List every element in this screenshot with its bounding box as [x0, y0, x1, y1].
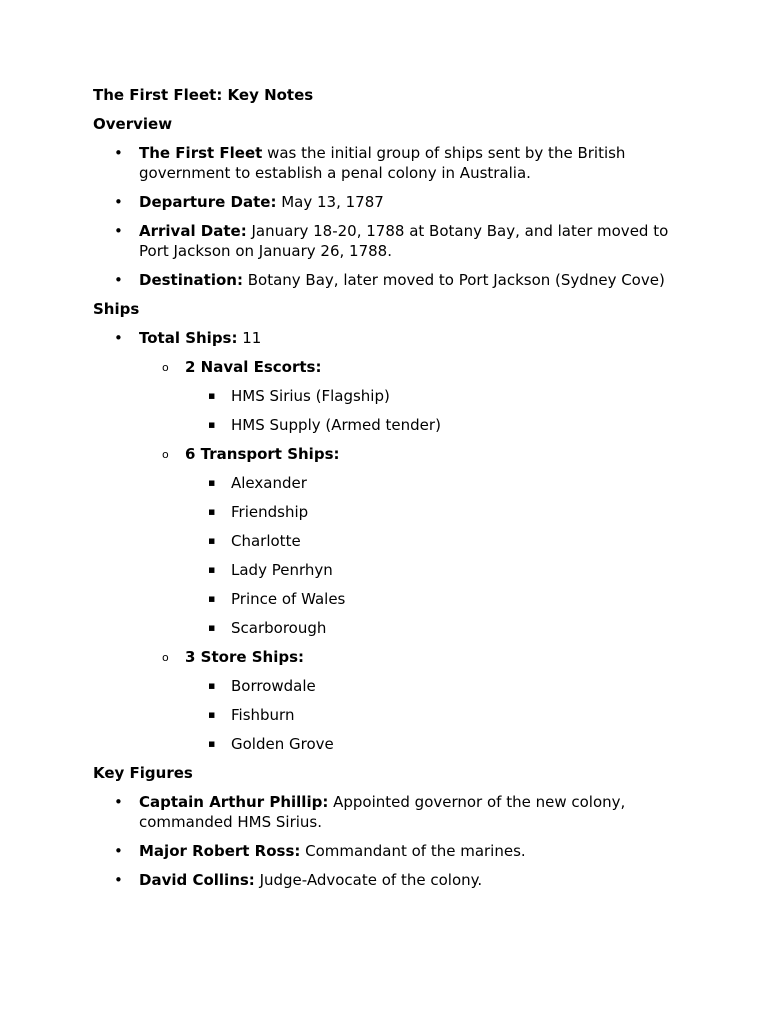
list-item — [93, 792, 678, 832]
item-term: Departure Date: — [139, 193, 277, 211]
bullet-circle-icon — [162, 445, 169, 465]
ship-name-text: Borrowdale — [231, 677, 316, 695]
ship-name — [185, 560, 678, 580]
bullet-circle-icon — [162, 648, 169, 668]
ship-group — [139, 444, 678, 638]
section-heading-key-figures: Key Figures — [93, 764, 193, 782]
bullet-circle-icon — [162, 358, 169, 378]
item-text: Judge-Advocate of the colony. — [254, 871, 483, 889]
item-text: May 13, 1787 — [276, 193, 384, 211]
ship-names-list — [185, 473, 678, 638]
bullet-disc-icon — [114, 328, 123, 348]
ship-name — [185, 531, 678, 551]
bullet-square-icon — [208, 676, 215, 697]
ship-group — [139, 647, 678, 754]
item-term: Total Ships: — [139, 329, 238, 347]
ship-name-text: Prince of Wales — [231, 590, 346, 608]
bullet-square-icon — [208, 386, 215, 407]
bullet-square-icon — [208, 618, 215, 639]
ship-group-label: 3 Store Ships: — [185, 648, 305, 666]
item-text: Appointed governor of the new colony, commanded HMS Sirius. — [139, 793, 626, 831]
section-heading-overview: Overview — [93, 115, 173, 133]
ship-name — [185, 502, 678, 522]
ship-name — [185, 415, 678, 435]
bullet-square-icon — [208, 473, 215, 494]
item-text: Commandant of the marines. — [300, 842, 526, 860]
overview-list — [93, 143, 678, 290]
list-item — [93, 192, 678, 212]
bullet-disc-icon — [114, 221, 123, 241]
section-heading-ships: Ships — [93, 300, 140, 318]
item-term: David Collins: — [139, 871, 255, 889]
bullet-square-icon — [208, 705, 215, 726]
ship-name-text: Friendship — [231, 503, 309, 521]
ship-name — [185, 618, 678, 638]
bullet-disc-icon — [114, 143, 123, 163]
ship-name — [185, 589, 678, 609]
bullet-disc-icon — [114, 792, 123, 812]
list-item — [93, 841, 678, 861]
list-item — [93, 270, 678, 290]
document-title: The First Fleet: Key Notes — [93, 86, 314, 104]
ship-name — [185, 734, 678, 754]
list-item-total-ships — [93, 328, 678, 754]
item-text: January 18-20, 1788 at Botany Bay, and later moved to Port Jackson on January 26, 1788. — [139, 222, 669, 260]
item-text: Botany Bay, later moved to Port Jackson (Sydney Cove) — [242, 271, 665, 289]
bullet-disc-icon — [114, 270, 123, 290]
item-term: Captain Arthur Phillip: — [139, 793, 329, 811]
list-item — [93, 221, 678, 261]
ship-name-text: Fishburn — [231, 706, 295, 724]
ship-name-text: Golden Grove — [231, 735, 334, 753]
ship-name — [185, 386, 678, 406]
ship-name-text: HMS Supply (Armed tender) — [231, 416, 441, 434]
ship-name-text: HMS Sirius (Flagship) — [231, 387, 390, 405]
item-text: was the initial group of ships sent by the British government to establish a penal colony in Australia. — [139, 144, 626, 182]
key-figures-list — [93, 792, 678, 890]
ship-name-text: Scarborough — [231, 619, 327, 637]
list-item — [93, 143, 678, 183]
item-term: Major Robert Ross: — [139, 842, 301, 860]
ship-group-label: 6 Transport Ships: — [185, 445, 340, 463]
item-term: Arrival Date: — [139, 222, 247, 240]
ship-group-label: 2 Naval Escorts: — [185, 358, 322, 376]
bullet-disc-icon — [114, 192, 123, 212]
ship-groups-list — [139, 357, 678, 754]
ship-group — [139, 357, 678, 435]
ship-names-list — [185, 386, 678, 435]
item-term: Destination: — [139, 271, 243, 289]
bullet-square-icon — [208, 560, 215, 581]
bullet-square-icon — [208, 415, 215, 436]
ship-name — [185, 705, 678, 725]
bullet-square-icon — [208, 589, 215, 610]
ship-name — [185, 676, 678, 696]
bullet-square-icon — [208, 502, 215, 523]
ship-names-list — [185, 676, 678, 754]
item-term: The First Fleet — [139, 144, 263, 162]
ships-list — [93, 328, 678, 754]
ship-name-text: Alexander — [231, 474, 307, 492]
item-text: 11 — [237, 329, 262, 347]
document-page — [93, 85, 678, 899]
bullet-square-icon — [208, 531, 215, 552]
bullet-disc-icon — [114, 870, 123, 890]
ship-name-text: Charlotte — [231, 532, 301, 550]
list-item — [93, 870, 678, 890]
ship-name-text: Lady Penrhyn — [231, 561, 333, 579]
bullet-square-icon — [208, 734, 215, 755]
ship-name — [185, 473, 678, 493]
bullet-disc-icon — [114, 841, 123, 861]
